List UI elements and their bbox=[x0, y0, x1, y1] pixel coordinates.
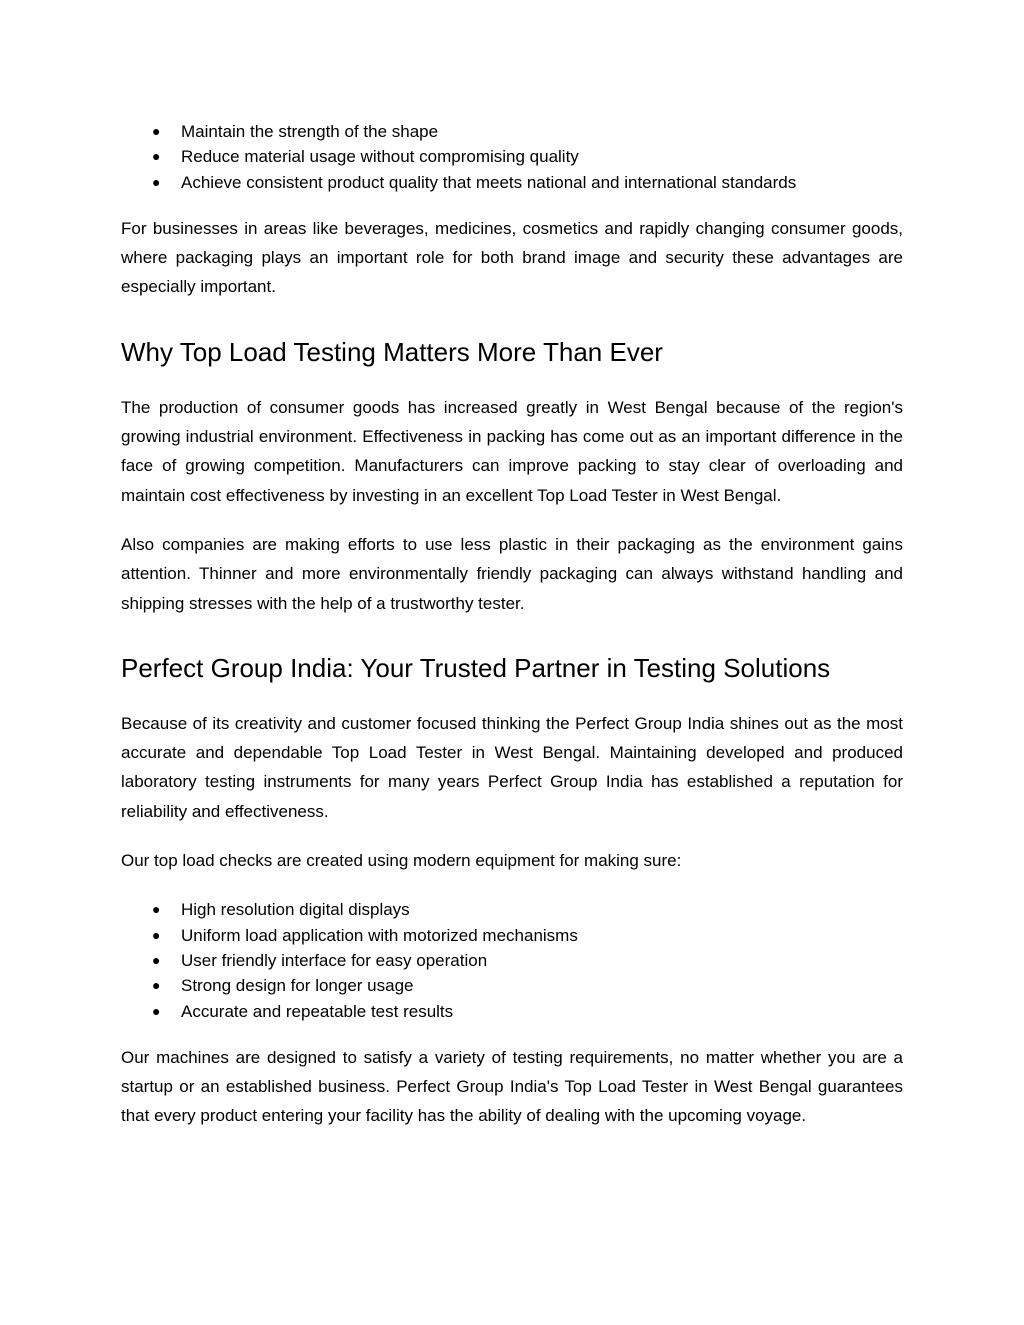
benefits-list bbox=[121, 119, 903, 195]
bullet-icon: ● bbox=[152, 1002, 161, 1019]
list-item: ● High resolution digital displays bbox=[121, 897, 903, 922]
bullet-icon: ● bbox=[152, 901, 161, 918]
list-item: ● Achieve consistent product quality that meets national and international standards bbox=[121, 170, 903, 195]
section-heading-why-top-load: Why Top Load Testing Matters More Than Ever bbox=[121, 336, 663, 367]
section-heading-perfect-group: Perfect Group India: Your Trusted Partner in Testing Solutions bbox=[121, 652, 831, 683]
list-item: ● Strong design for longer usage bbox=[121, 973, 903, 998]
paragraph-companies: Also companies are making efforts to use less plastic in their packaging as the environment gains attention. Thinner and more environmentally friendly packaging can always withstand handling and shipping stresses with the help of a trustworthy tester. bbox=[121, 534, 903, 613]
bullet-icon: ● bbox=[152, 148, 161, 165]
list-item: ● Reduce material usage without compromising quality bbox=[121, 144, 903, 169]
bullet-icon: ● bbox=[152, 173, 161, 190]
bullet-icon: ● bbox=[152, 977, 161, 994]
bullet-icon: ● bbox=[152, 926, 161, 943]
bullet-icon: ● bbox=[152, 951, 161, 968]
list-item: ● Uniform load application with motorized mechanisms bbox=[121, 923, 903, 948]
paragraph-creativity: Because of its creativity and customer focused thinking the Perfect Group India shines out as the most accurate and dependable Top Load Tester in West Bengal. Maintaining developed and produced laboratory testing instruments for many years Perfect Group India has established a reputation for reliability and effectiveness. bbox=[121, 713, 903, 821]
document-page bbox=[121, 119, 903, 1131]
bullet-icon: ● bbox=[152, 123, 161, 139]
list-item: ● Accurate and repeatable test results bbox=[121, 999, 903, 1024]
features-list bbox=[121, 897, 903, 1023]
list-item: ● User friendly interface for easy operation bbox=[121, 948, 903, 973]
paragraph-top-load-checks: Our top load checks are created using modern equipment for making sure: bbox=[121, 851, 682, 871]
paragraph-production: The production of consumer goods has increased greatly in West Bengal because of the region's growing industrial environment. Effectiveness in packing has come out as an important difference in the face of growing competition. Manufacturers can improve packing to stay clear of overloading and maintain cost effectiveness by investing in an excellent Top Load Tester in West Bengal. bbox=[121, 397, 903, 505]
list-item: ● Maintain the strength of the shape bbox=[121, 119, 903, 144]
paragraph-businesses: For businesses in areas like beverages, medicines, cosmetics and rapidly changing consumer goods, where packaging plays an important role for both brand image and security these advantages are especially important. bbox=[121, 218, 903, 297]
paragraph-machines: Our machines are designed to satisfy a variety of testing requirements, no matter whether you are a startup or an established business. Perfect Group India's Top Load Tester in West Bengal guarantees that every product entering your facility has the ability of dealing with the upcoming voyage. bbox=[121, 1047, 903, 1126]
